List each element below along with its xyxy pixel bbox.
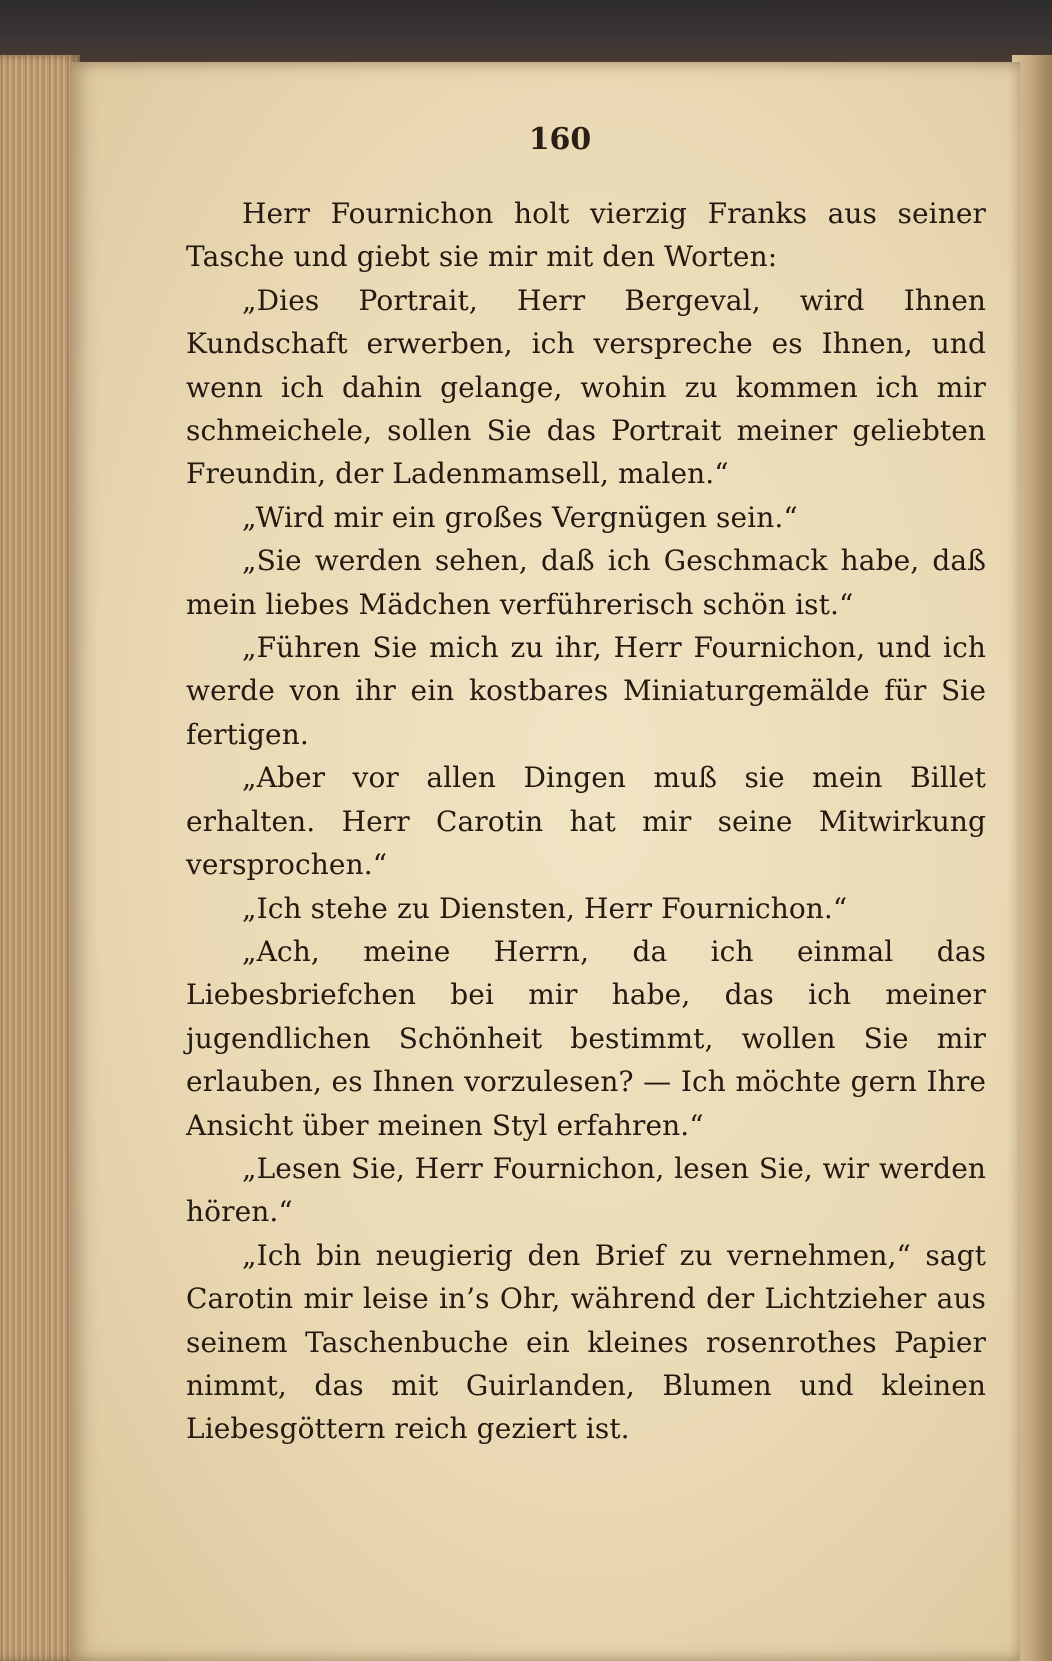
paragraph: „Führen Sie mich zu ihr, Herr Fournichon, und ich werde von ihr ein kostbares Miniaturgemälde für Sie fertigen. [186, 631, 986, 751]
paragraph: „Aber vor allen Dingen muß sie mein Billet erhalten. Herr Carotin hat mir seine Mitwirkung versprochen.“ [186, 761, 986, 882]
paragraph: „Lesen Sie, Herr Fournichon, lesen Sie, wir werden hören.“ [186, 1151, 986, 1229]
paragraph: Herr Fournichon holt vierzig Franks aus seiner Tasche und giebt sie mir mit den Worten: [186, 197, 986, 274]
paragraph: „Ich bin neugierig den Brief zu vernehmen,“ sagt Carotin mir leise in’s Ohr, während der Lichtzieher aus seinem Taschenbuche ein kleines rosenrothes Papier nimmt, das mit Guirlanden, Blumen und kleinen Liebesgöttern reich geziert ist. [186, 1238, 986, 1446]
page-number: 160 [528, 122, 592, 157]
paragraph: „Dies Portrait, Herr Bergeval, wird Ihnen Kundschaft erwerben, ich verspreche es Ihnen, und wenn ich dahin gelange, wohin zu kommen ich mir schmeichele, sollen Sie das Portrait meiner geliebten Freundin, der Ladenmamsell, malen.“ [186, 283, 986, 491]
paragraph: „Ich stehe zu Diensten, Herr Fournichon.“ [242, 891, 848, 925]
paragraph: „Wird mir ein großes Vergnügen sein.“ [242, 500, 798, 534]
book-cover-top [0, 0, 1052, 62]
paragraph: „Sie werden sehen, daß ich Geschmack habe, daß mein liebes Mädchen verführerisch schön ist.“ [186, 544, 986, 621]
page-stack-edge [0, 55, 80, 1661]
body-text [186, 192, 986, 1451]
paragraph: „Ach, meine Herrn, da ich einmal das Liebesbriefchen bei mir habe, das ich meiner jugendlichen Schönheit bestimmt, wollen Sie mir erlauben, es Ihnen vorzulesen? — Ich möchte gern Ihre Ansicht über meinen Styl erfahren.“ [186, 934, 986, 1142]
